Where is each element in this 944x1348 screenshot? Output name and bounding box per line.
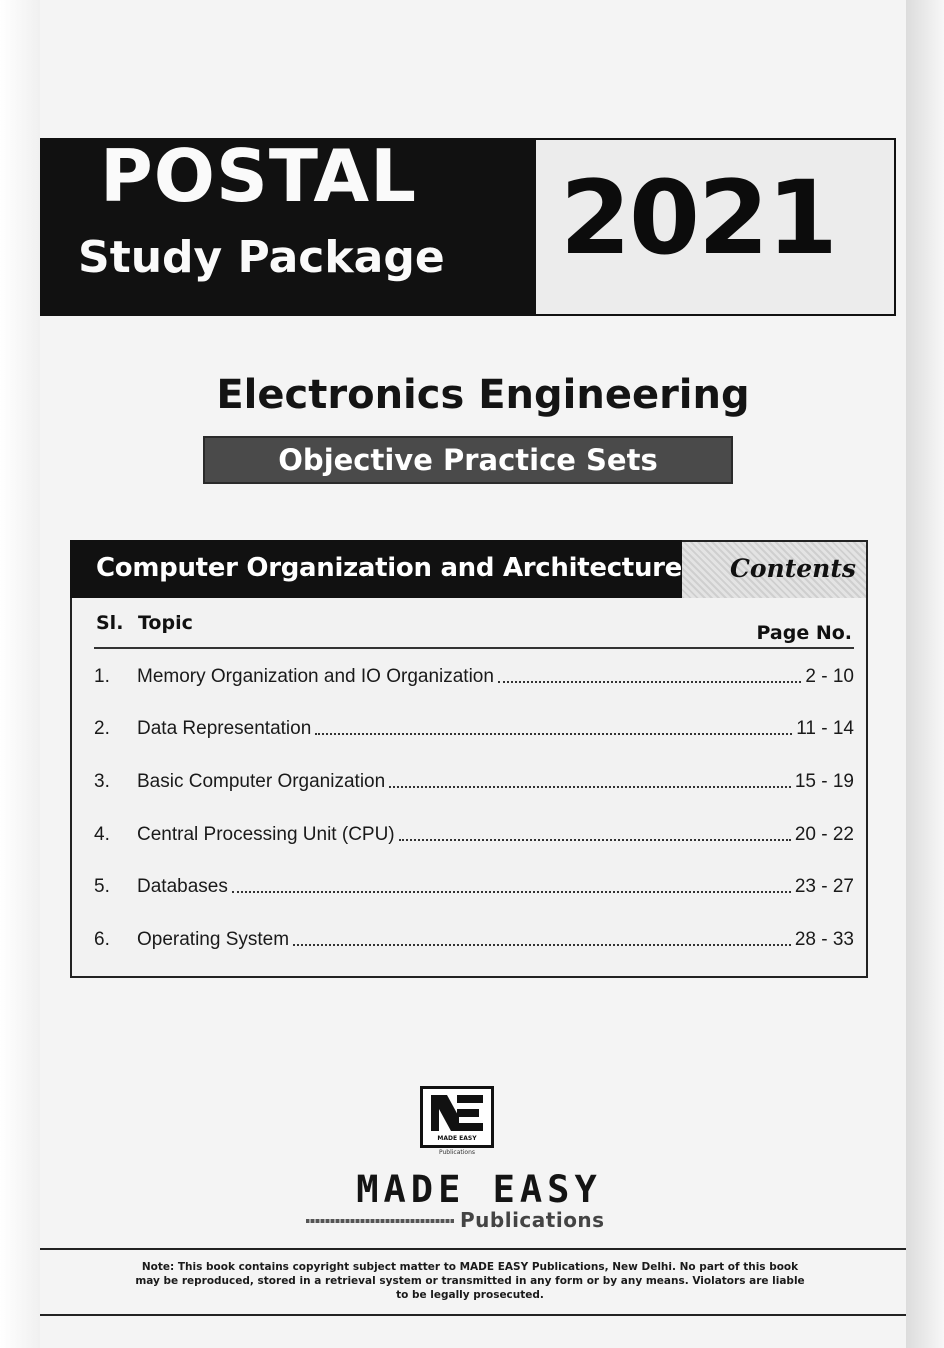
page-edge (906, 0, 944, 1348)
toc-pages: 23 - 27 (794, 876, 854, 897)
toc-pages: 2 - 10 (805, 666, 854, 687)
toc-leader-dots (498, 680, 801, 683)
toc-pages: 11 - 14 (796, 718, 854, 739)
publisher-label: Publications (460, 1208, 605, 1232)
contents-header-rule (94, 647, 854, 649)
header-postal: POSTAL (100, 134, 417, 218)
toc-leader-dots (293, 943, 791, 946)
column-topic: Topic (138, 612, 193, 634)
toc-pages: 20 - 22 (794, 824, 854, 845)
contents-box (70, 540, 868, 978)
toc-number: 5. (94, 876, 110, 897)
logo-text: MADE EASY (437, 1135, 477, 1142)
toc-row (94, 767, 854, 793)
toc-row (94, 714, 854, 740)
header-study-package: Study Package (78, 232, 445, 283)
header-year: 2021 (560, 159, 836, 278)
subject-title: Electronics Engineering (216, 372, 750, 418)
toc-row (94, 820, 854, 846)
toc-number: 2. (94, 718, 110, 739)
toc-leader-dots (315, 732, 792, 735)
page-gutter (0, 0, 40, 1348)
toc-number: 4. (94, 824, 110, 845)
toc-number: 3. (94, 771, 110, 792)
publisher-logo (420, 1086, 494, 1148)
contents-tag: Contents (729, 554, 856, 583)
logo-subtext: Publications (438, 1149, 476, 1156)
note-label: Note: (141, 1261, 175, 1273)
made-easy-logo-icon (429, 1093, 485, 1133)
contents-section-title: Computer Organization and Architecture (96, 553, 683, 583)
note-rule-top (40, 1248, 906, 1250)
toc-leader-dots (389, 785, 791, 788)
toc-pages: 15 - 19 (794, 771, 854, 792)
toc-title: Memory Organization and IO Organization (137, 666, 494, 687)
toc-title: Basic Computer Organization (137, 771, 386, 792)
toc-row (94, 925, 854, 951)
toc-number: 6. (94, 929, 110, 950)
publisher-rule (306, 1219, 454, 1223)
copyright-note (130, 1260, 810, 1302)
toc-leader-dots (399, 838, 791, 841)
toc-title: Operating System (137, 929, 290, 950)
toc-row (94, 662, 854, 688)
toc-leader-dots (232, 890, 791, 893)
note-text: This book contains copyright subject matter to MADE EASY Publications, New Delhi. No part of this book may be reproduced, stored in a retrieval system or transmitted in any form or by any means. Violators are liable to be legally prosecuted. (135, 1261, 805, 1301)
toc-number: 1. (94, 666, 110, 687)
publisher-brand: MADE EASY (356, 1168, 602, 1211)
toc-row (94, 872, 854, 898)
toc-title: Databases (137, 876, 228, 897)
note-rule-bottom (40, 1314, 906, 1316)
toc-pages: 28 - 33 (794, 929, 854, 950)
column-page-no: Page No. (756, 622, 852, 644)
toc-title: Central Processing Unit (CPU) (137, 824, 395, 845)
toc-title: Data Representation (137, 718, 312, 739)
column-sl: Sl. (96, 612, 124, 634)
subject-subtitle: Objective Practice Sets (203, 436, 733, 484)
